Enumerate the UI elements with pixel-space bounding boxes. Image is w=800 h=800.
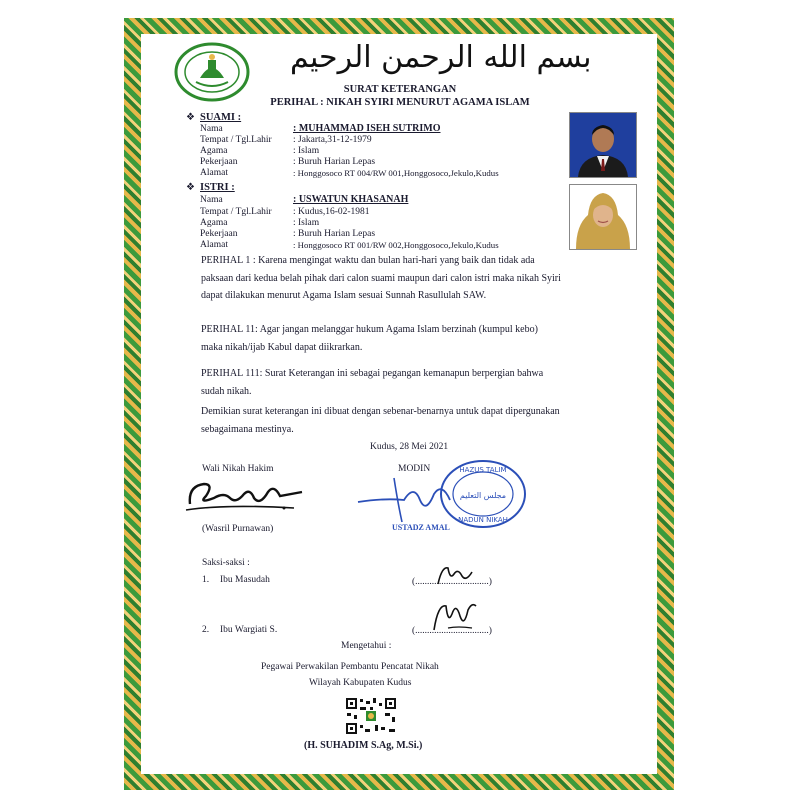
saksi-2-signature — [428, 598, 480, 634]
wali-label: Wali Nikah Hakim — [202, 464, 274, 474]
perihal-2-paragraph: PERIHAL 11: Agar jangan melanggar hukum Agama Islam berzinah (kumpul kebo) maka nikah/ijab Kabul dapat diikrarkan. — [201, 324, 538, 353]
document-title: SURAT KETERANGAN — [343, 84, 457, 95]
suami-name: : MUHAMMAD ISEH SUTRIMO — [293, 123, 441, 134]
field-label: Tempat / Tgl.Lahir — [200, 135, 272, 145]
field-value: : Buruh Harian Lepas — [293, 157, 376, 167]
field-label: Alamat — [200, 240, 228, 250]
istri-name: : USWATUN KHASANAH — [293, 194, 409, 205]
perihal-3-paragraph: PERIHAL 111: Surat Keterangan ini sebagai pegangan kemanapun berpergian bahwa sudah nikah. — [201, 368, 544, 397]
pegawai-line-1: Pegawai Perwakilan Pembantu Pencatat Nikah — [261, 662, 439, 672]
field-value: : Jakarta,31-12-1979 — [293, 135, 372, 145]
field-value: : Honggosoco RT 001/RW 002,Honggosoco,Jekulo,Kudus — [293, 240, 499, 250]
wife-photo — [569, 184, 637, 250]
field-value: : Islam — [293, 146, 320, 156]
bullet-icon: ❖ — [186, 182, 195, 193]
official-name: (H. SUHADIM S.Ag, M.Si.) — [304, 740, 423, 751]
document-subtitle: PERIHAL : NIKAH SYIRI MENURUT AGAMA ISLAM — [270, 97, 530, 108]
istri-heading: ISTRI : — [200, 182, 235, 193]
field-value: : Islam — [293, 218, 320, 228]
field-label: Agama — [200, 146, 228, 156]
perihal-1-paragraph: PERIHAL 1 : Karena mengingat waktu dan bulan hari-hari yang baik dan tidak ada paksaan dari kedua belah pihak dari calon suami maupun dari calon istri maka nikah Syiri dapat dilakukan menurut Agama Islam sesuai Sunnah Rasullulah SAW. — [201, 255, 561, 301]
wali-signature — [184, 474, 304, 516]
stamp-top-text: HAZUS TALIM — [459, 466, 507, 474]
field-label: Pekerjaan — [200, 157, 238, 167]
saksi-2-number: 2. — [202, 625, 210, 635]
field-label: Alamat — [200, 168, 228, 178]
saksi-heading: Saksi-saksi : — [202, 558, 250, 568]
bullet-icon: ❖ — [186, 112, 195, 123]
saksi-2-name: Ibu Wargiati S. — [220, 625, 278, 635]
field-label: Pekerjaan — [200, 229, 238, 239]
saksi-1-sign-line: (...............................) — [412, 577, 492, 587]
saksi-1-name: Ibu Masudah — [220, 575, 270, 585]
stamp-middle-text: مجلس التعليم — [459, 491, 507, 500]
qr-code-icon — [345, 697, 397, 735]
place-date: Kudus, 28 Mei 2021 — [370, 442, 449, 452]
stamp-bottom-text: NADUN NIKAH — [458, 516, 508, 524]
mengetahui-label: Mengetahui : — [341, 641, 392, 651]
bismillah-calligraphy: بسم الله الرحمن الرحيم — [290, 40, 592, 75]
husband-photo — [569, 112, 637, 178]
field-value: : Buruh Harian Lepas — [293, 229, 376, 239]
suami-heading: SUAMI : — [200, 112, 242, 123]
saksi-2-sign-line: (...............................) — [412, 626, 492, 636]
field-label: Nama — [200, 195, 223, 205]
pegawai-line-2: Wilayah Kabupaten Kudus — [309, 678, 412, 688]
saksi-1-number: 1. — [202, 575, 210, 585]
field-label: Tempat / Tgl.Lahir — [200, 207, 272, 217]
official-stamp — [438, 458, 528, 530]
field-label: Nama — [200, 124, 223, 134]
closing-paragraph: Demikian surat keterangan ini dibuat dengan sebenar-benarnya untuk dapat dipergunakan sebagaimana mestinya. — [201, 406, 560, 435]
saksi-1-signature — [434, 562, 474, 588]
field-value: : Kudus,16-02-1981 — [293, 207, 370, 217]
wali-name: (Wasril Purnawan) — [202, 524, 274, 534]
modin-label: MODIN — [398, 464, 431, 474]
field-label: Agama — [200, 218, 228, 228]
modin-name: USTADZ AMAL — [392, 523, 450, 532]
field-value: : Honggosoco RT 004/RW 001,Honggosoco,Jekulo,Kudus — [293, 168, 499, 178]
